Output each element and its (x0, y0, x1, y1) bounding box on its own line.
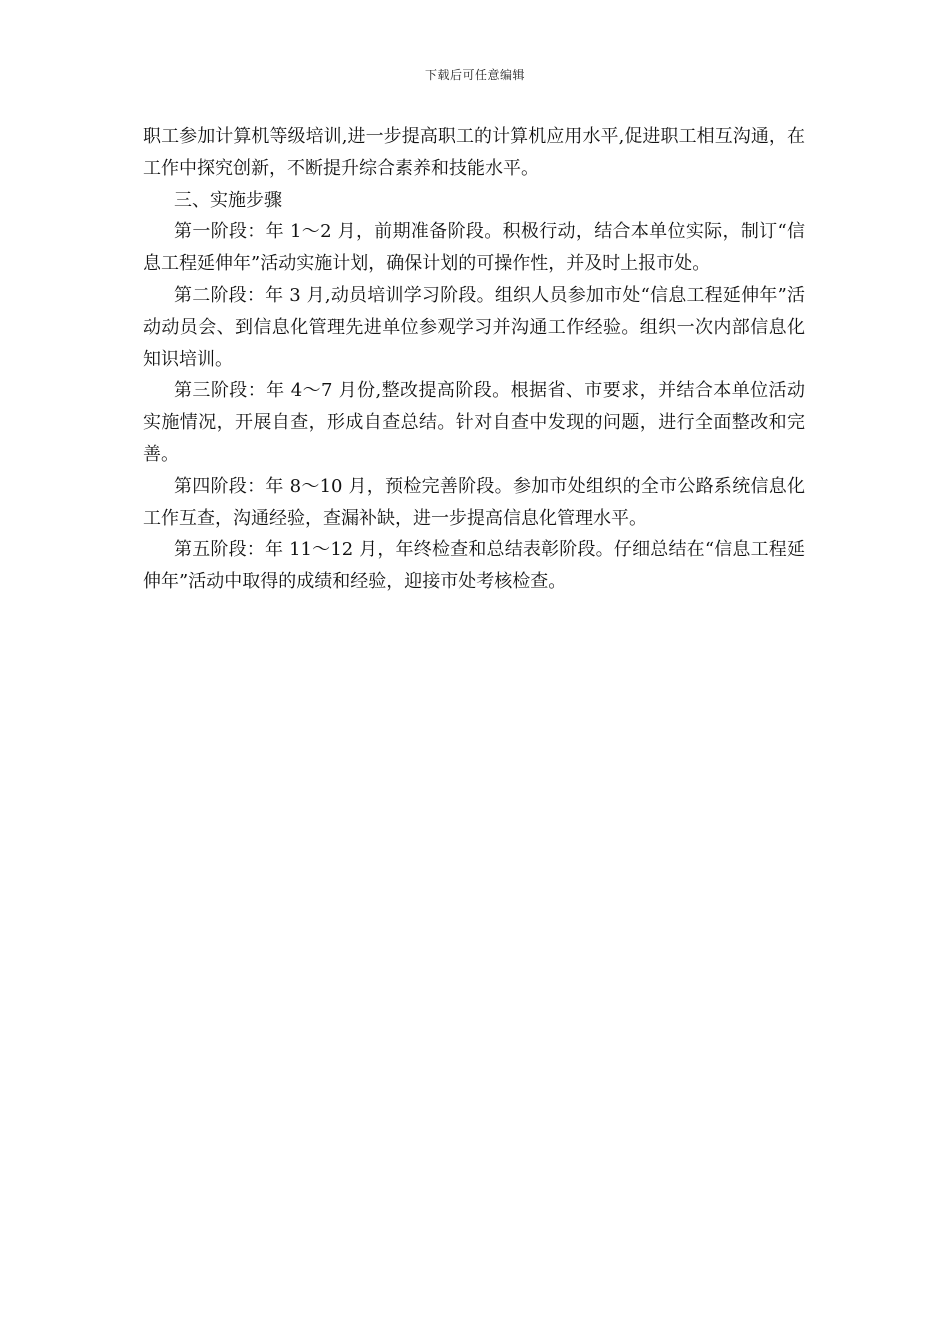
paragraph-phase-one: 第一阶段：年 1～2 月，前期准备阶段。积极行动，结合本单位实际，制订“信息工程延伸年”活动实施计划，确保计划的可操作性，并及时上报市处。 (143, 221, 805, 275)
document-body (143, 121, 805, 598)
header-note: 下载后可任意编辑 (424, 68, 525, 82)
paragraph-phase-four: 第四阶段：年 8～10 月，预检完善阶段。参加市处组织的全市公路系统信息化工作互查，沟通经验，查漏补缺，进一步提高信息化管理水平。 (143, 475, 805, 529)
paragraph-phase-three: 第三阶段：年 4～7 月份,整改提高阶段。根据省、市要求，并结合本单位活动实施情况，开展自查，形成自查总结。针对自查中发现的问题，进行全面整改和完善。 (143, 380, 805, 465)
section-heading-implementation-steps: 三、实施步骤 (174, 189, 282, 211)
paragraph-phase-five: 第五阶段：年 11～12 月，年终检查和总结表彰阶段。仔细总结在“信息工程延伸年”活动中取得的成绩和经验，迎接市处考核检查。 (143, 539, 805, 593)
paragraph-continuation: 职工参加计算机等级培训,进一步提高职工的计算机应用水平,促进职工相互沟通，在工作中探究创新，不断提升综合素养和技能水平。 (143, 126, 805, 179)
paragraph-phase-two: 第二阶段：年 3 月,动员培训学习阶段。组织人员参加市处“信息工程延伸年”活动动员会、到信息化管理先进单位参观学习并沟通工作经验。组织一次内部信息化知识培训。 (143, 284, 805, 370)
